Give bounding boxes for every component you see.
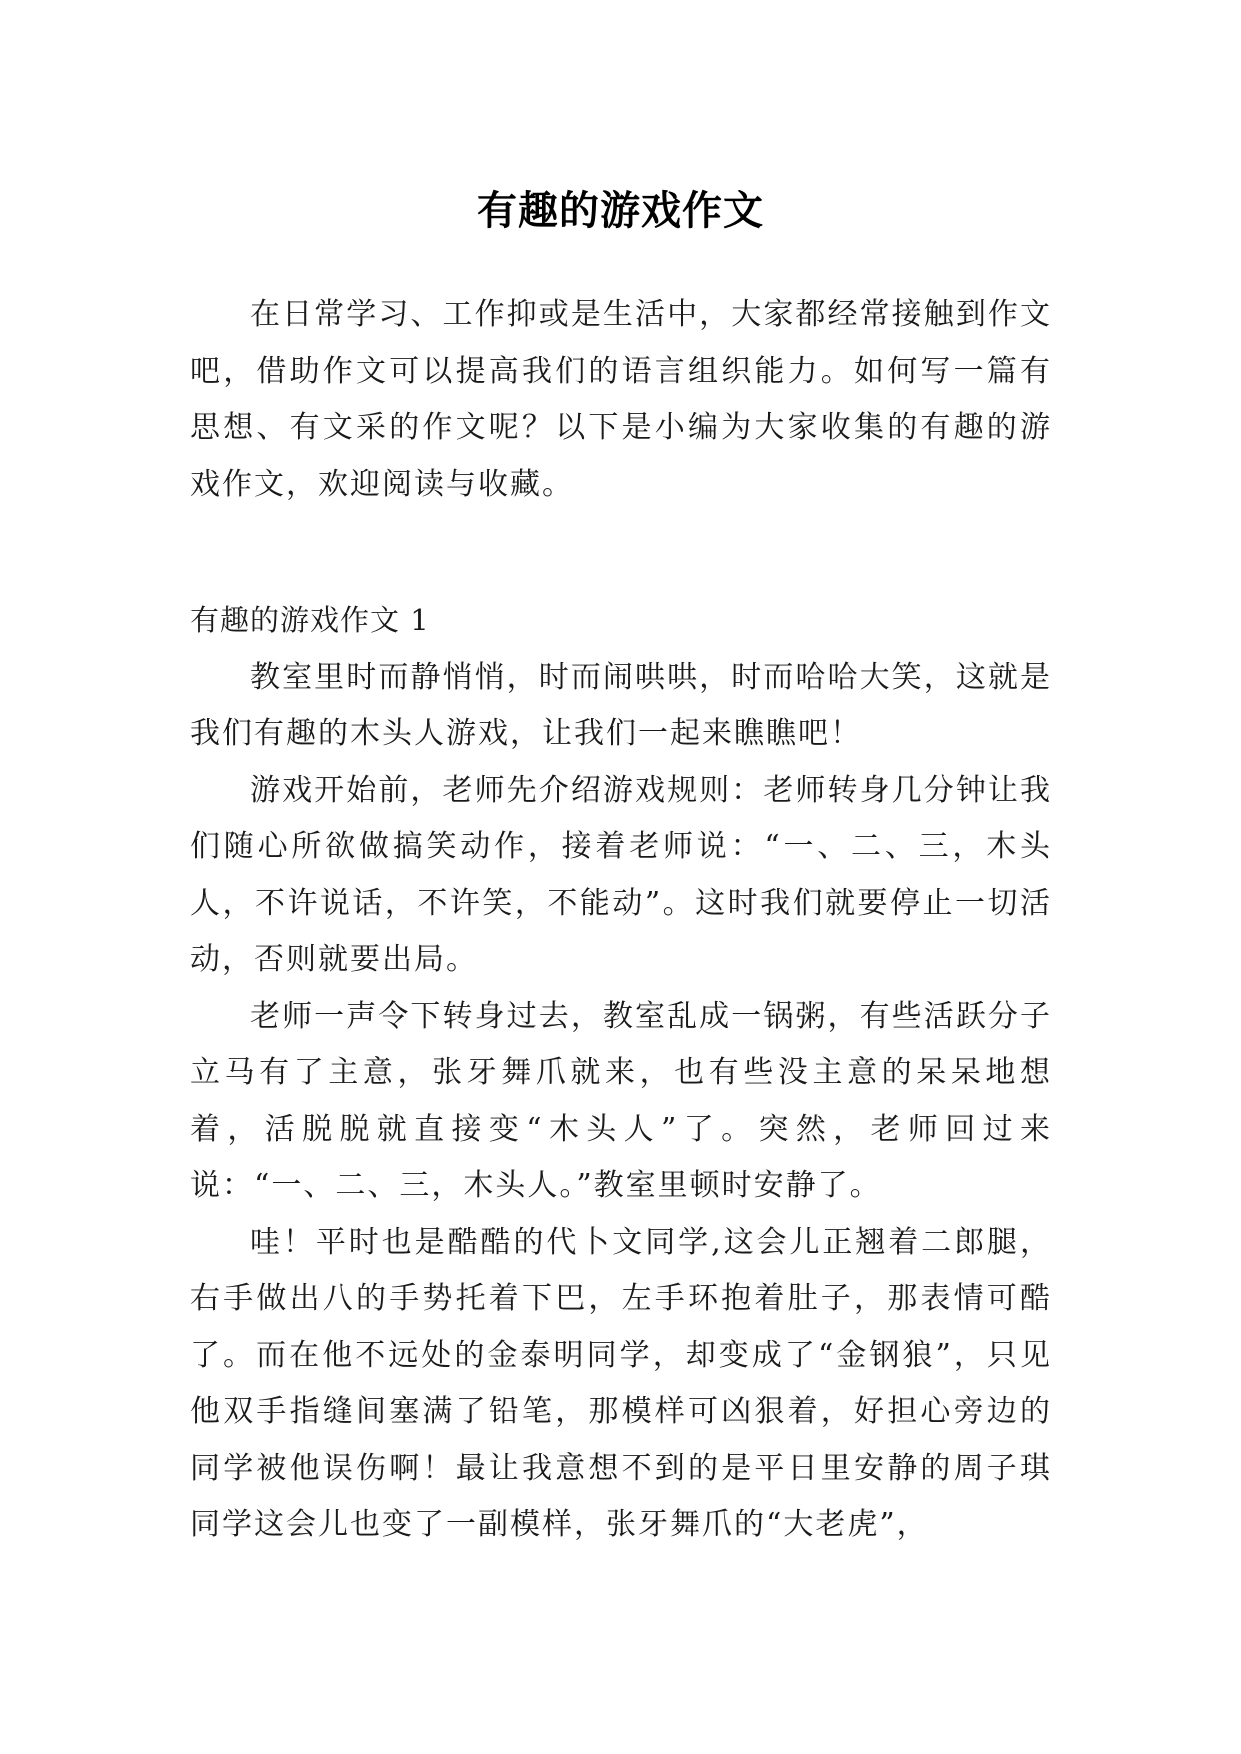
section-heading: 有趣的游戏作文 1 (190, 603, 430, 637)
document-title: 有趣的游戏作文 (477, 186, 764, 234)
paragraph: 哇！平时也是酷酷的代卜文同学,这会儿正翘着二郎腿，右手做出八的手势托着下巴，左手环抱着肚子，那表情可酷了。而在他不远处的金泰明同学，却变成了“金钢狼”，只见他双手指缝间塞满了铅笔，那模样可凶狠着，好担心旁边的同学被他误伤啊！最让我意想不到的是平日里安静的周子琪同学这会儿也变了一副模样，张牙舞爪的“大老虎”， (190, 1224, 1052, 1542)
paragraph: 教室里时而静悄悄，时而闹哄哄，时而哈哈大笑，这就是我们有趣的木头人游戏，让我们一起来瞧瞧吧！ (190, 659, 1052, 751)
paragraph: 游戏开始前，老师先介绍游戏规则：老师转身几分钟让我们随心所欲做搞笑动作，接着老师说：“一、二、三，木头人，不许说话，不许笑，不能动”。这时我们就要停止一切活动，否则就要出局。 (190, 772, 1052, 977)
intro-section (190, 287, 1052, 513)
essay-section-1 (190, 592, 1052, 1554)
intro-paragraph: 在日常学习、工作抑或是生活中，大家都经常接触到作文吧，借助作文可以提高我们的语言组织能力。如何写一篇有思想、有文采的作文呢？以下是小编为大家收集的有趣的游戏作文，欢迎阅读与收藏。 (190, 297, 1052, 502)
paragraph: 老师一声令下转身过去，教室乱成一锅粥，有些活跃分子立马有了主意，张牙舞爪就来，也有些没主意的呆呆地想着，活脱脱就直接变“木头人”了。突然，老师回过来说：“一、二、三，木头人。”教室里顿时安静了。 (190, 998, 1052, 1203)
